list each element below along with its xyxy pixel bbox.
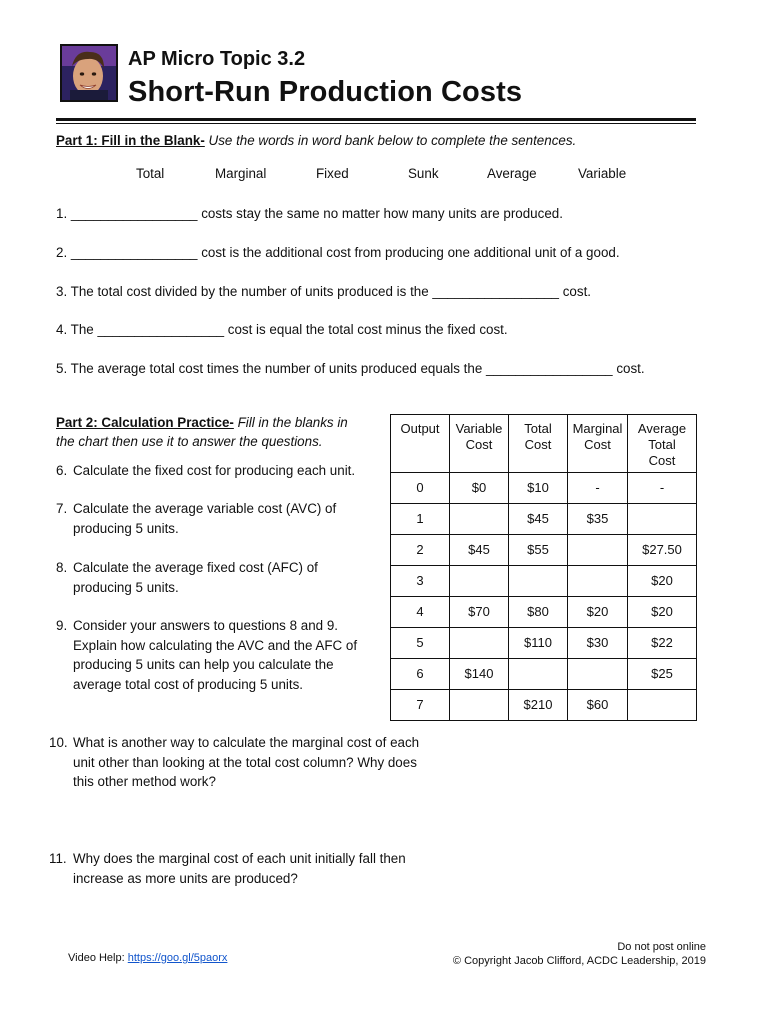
question-text: producing 5 units can help you calculate the [73, 657, 334, 672]
table-cell [568, 659, 628, 690]
table-cell: 5 [391, 628, 450, 659]
question-10 [49, 733, 419, 792]
question-7 [56, 499, 336, 538]
header-total-cost [509, 415, 568, 473]
table-cell: - [628, 473, 697, 504]
table-cell: 2 [391, 535, 450, 566]
video-help-label: Video Help: [68, 952, 128, 964]
header-text: Variable [455, 421, 503, 436]
table-cell [509, 566, 568, 597]
table-cell [568, 535, 628, 566]
table-cell: $45 [509, 504, 568, 535]
part2-heading-line [56, 413, 348, 433]
header-text: Output [400, 421, 440, 436]
question-text: this other method work? [73, 774, 216, 789]
word-bank-item: Marginal [215, 166, 267, 181]
table-row [391, 535, 697, 566]
header-text: Total [524, 421, 552, 436]
table-row [391, 690, 697, 721]
page-title: Short-Run Production Costs [128, 76, 523, 108]
question-text: Calculate the average variable cost (AVC) of [73, 501, 337, 516]
part1-question-3: 3. The total cost divided by the number of units produced is the _________________ cost. [56, 284, 592, 299]
table-cell [509, 659, 568, 690]
table-cell: 3 [391, 566, 450, 597]
question-text: producing 5 units. [73, 520, 179, 536]
question-11 [49, 849, 406, 888]
table-cell: 4 [391, 597, 450, 628]
question-number: 7. [56, 501, 68, 516]
table-cell: $30 [568, 628, 628, 659]
question-text: Calculate the fixed cost for producing each unit. [73, 463, 356, 478]
question-text: Consider your answers to questions 8 and 9. [73, 618, 338, 633]
question-number: 11. [49, 851, 67, 866]
question-text: producing 5 units. [73, 579, 179, 595]
header-divider-thin [56, 123, 696, 124]
word-bank-item: Total [136, 166, 165, 181]
table-cell: $27.50 [628, 535, 697, 566]
table-cell: $140 [450, 659, 509, 690]
table-cell [450, 690, 509, 721]
cost-table [390, 414, 697, 721]
table-row [391, 659, 697, 690]
video-help [68, 952, 227, 964]
table-header-row [391, 415, 697, 473]
header-output [391, 415, 450, 473]
table-cell: 7 [391, 690, 450, 721]
table-cell: $60 [568, 690, 628, 721]
table-cell: $0 [450, 473, 509, 504]
table-cell: $20 [628, 566, 697, 597]
part1-question-4: 4. The _________________ cost is equal the total cost minus the fixed cost. [56, 322, 508, 337]
question-number: 8. [56, 560, 68, 575]
header-average-total-cost [628, 415, 697, 473]
header-variable-cost [450, 415, 509, 473]
table-cell [628, 504, 697, 535]
table-cell: 1 [391, 504, 450, 535]
table-cell: $80 [509, 597, 568, 628]
question-number: 6. [56, 463, 68, 478]
header-text: Cost [465, 437, 493, 452]
table-cell: $20 [568, 597, 628, 628]
part1-instruction: Use the words in word bank below to complete the sentences. [208, 133, 577, 148]
table-cell: 0 [391, 473, 450, 504]
table-cell: $210 [509, 690, 568, 721]
word-bank-item: Fixed [316, 166, 349, 181]
part1-question-2: 2. _________________ cost is the additional cost from producing one additional unit of a good. [56, 245, 620, 260]
word-bank-item: Sunk [408, 166, 439, 181]
table-cell: $45 [450, 535, 509, 566]
question-9 [56, 616, 357, 694]
table-cell [568, 566, 628, 597]
table-cell: $20 [628, 597, 697, 628]
question-8 [56, 558, 318, 597]
question-number: 9. [56, 618, 68, 633]
do-not-post-note: Do not post online [617, 941, 706, 953]
table-cell: $35 [568, 504, 628, 535]
table-cell: $25 [628, 659, 697, 690]
table-cell: 6 [391, 659, 450, 690]
header-text: Total [648, 437, 676, 452]
table-cell [450, 504, 509, 535]
topic-label: AP Micro Topic 3.2 [128, 48, 306, 70]
part1-question-1: 1. _________________ costs stay the same no matter how many units are produced. [56, 206, 563, 221]
header-text: Cost [648, 453, 676, 468]
table-row [391, 473, 697, 504]
question-number: 10. [49, 735, 68, 750]
question-text: increase as more units are produced? [73, 870, 298, 886]
table-cell: - [568, 473, 628, 504]
table-row [391, 566, 697, 597]
copyright-block [453, 940, 706, 968]
question-text: Explain how calculating the AVC and the AFC of [73, 637, 358, 653]
word-bank-item: Average [487, 166, 537, 181]
table-cell: $55 [509, 535, 568, 566]
video-help-link[interactable]: https://goo.gl/5paorx [127, 952, 228, 964]
part1-heading-line [56, 131, 576, 151]
table-row [391, 628, 697, 659]
table-cell [450, 628, 509, 659]
part2-instruction-2: the chart then use it to answer the questions. [56, 434, 323, 449]
part1-question-5: 5. The average total cost times the number of units produced equals the _________________ cost. [56, 361, 645, 376]
table-row [391, 504, 697, 535]
question-text: average total cost of producing 5 units. [73, 676, 304, 692]
question-text: Calculate the average fixed cost (AFC) of [73, 560, 318, 575]
author-photo [60, 44, 118, 102]
part2-heading: Part 2: Calculation Practice- [56, 415, 234, 430]
header-text: Cost [524, 437, 552, 452]
table-cell: $110 [509, 628, 568, 659]
part2-instruction-1: Fill in the blanks in [237, 415, 348, 430]
table-cell: $22 [628, 628, 697, 659]
header-text: Marginal [572, 421, 623, 436]
table-row [391, 597, 697, 628]
question-text: Why does the marginal cost of each unit initially fall then [73, 851, 406, 866]
header-text: Cost [584, 437, 611, 452]
header-divider-thick [56, 118, 696, 121]
table-cell: $70 [450, 597, 509, 628]
question-text: unit other than looking at the total cost column? Why does [73, 754, 417, 770]
table-cell: $10 [509, 473, 568, 504]
header-text: Average [637, 421, 687, 436]
part1-heading: Part 1: Fill in the Blank- [56, 133, 205, 148]
copyright-text: © Copyright Jacob Clifford, ACDC Leadership, 2019 [452, 955, 706, 967]
question-text: What is another way to calculate the marginal cost of each [73, 735, 420, 750]
word-bank-item: Variable [578, 166, 627, 181]
table-cell [450, 566, 509, 597]
table-cell [628, 690, 697, 721]
header-marginal-cost [568, 415, 628, 473]
question-6 [56, 461, 355, 481]
